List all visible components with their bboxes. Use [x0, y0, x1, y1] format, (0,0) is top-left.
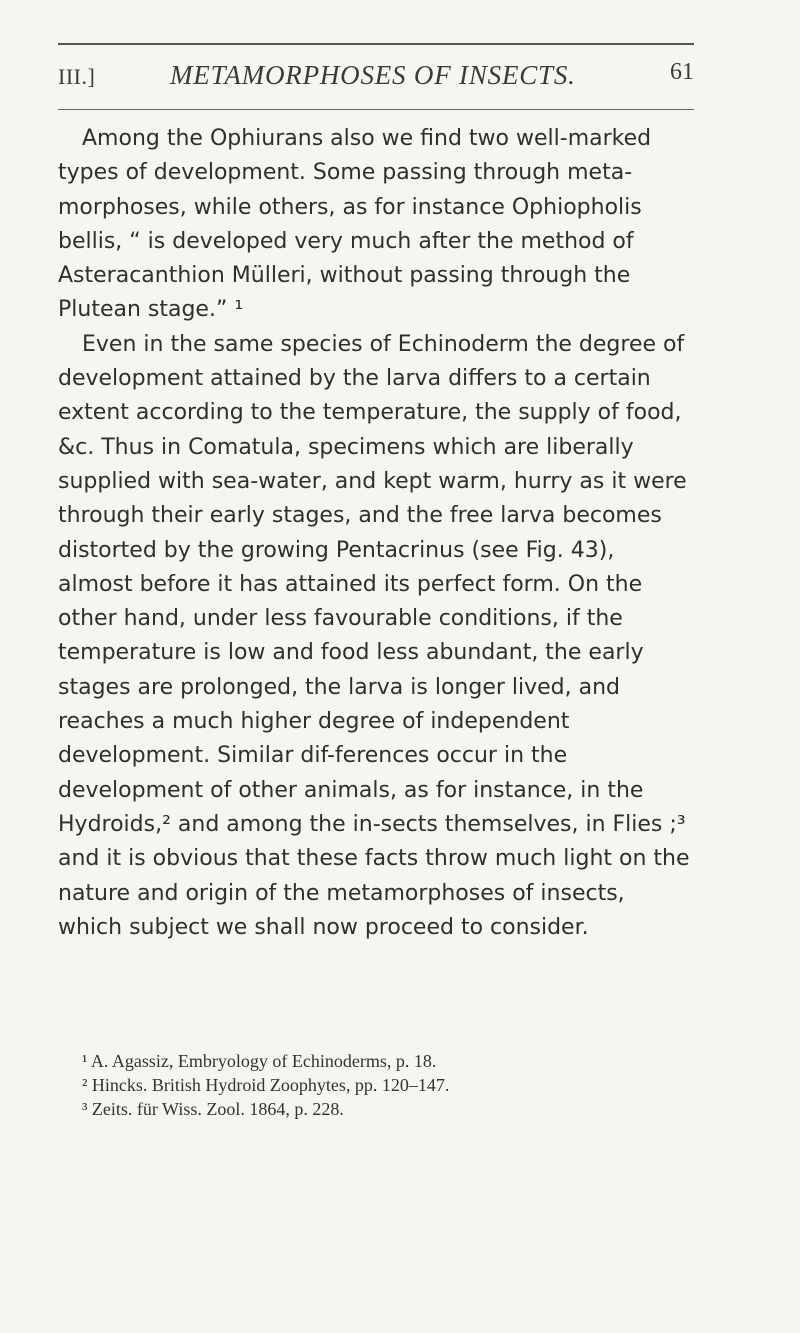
footnote-1: ¹ A. Agassiz, Embryology of Echinoderms, p. 18. — [82, 1051, 437, 1071]
footnote-3: ³ Zeits. für Wiss. Zool. 1864, p. 228. — [82, 1099, 344, 1119]
page-header — [58, 56, 694, 98]
chapter-number: III.] — [58, 64, 96, 89]
paragraph-2: Even in the same species of Echinoderm the degree of development attained by the larva differs to a certain extent according to the temperature, the supply of food, &c. Thus in Comatula, specimens which are liberally supplied with sea-water, and kept warm, hurry as it were through their early stages, and the free larva becomes distorted by the growing Pentacrinus (see Fig. 43), almost before it has attained its perfect form. On the other hand, under less favourable conditions, if the temperature is low and food less abundant, the early stages are prolonged, the larva is longer lived, and reaches a much higher degree of independent development. Similar dif-ferences occur in the development of other animals, as for instance, in the Hydroids,² and among the in-sects themselves, in Flies ;³ and it is obvious that these facts throw much light on the nature and origin of the metamorphoses of insects, which subject we shall now proceed to consider. — [58, 331, 690, 940]
running-title: METAMORPHOSES OF INSECTS. — [170, 60, 576, 90]
header-bottom-rule — [58, 109, 694, 110]
main-text — [58, 122, 694, 945]
footnotes — [82, 1049, 682, 1121]
header-top-rule — [58, 43, 694, 45]
footnote-2: ² Hincks. British Hydroid Zoophytes, pp. 120–147. — [82, 1075, 450, 1095]
paragraph-1: Among the Ophiurans also we find two well-marked types of development. Some passing through meta-morphoses, while others, as for instance Ophiopholis bellis, “ is developed very much after the method of Asteracanthion Mülleri, without passing through the Plutean stage.” ¹ — [58, 126, 652, 323]
page-number: 61 — [670, 59, 694, 85]
